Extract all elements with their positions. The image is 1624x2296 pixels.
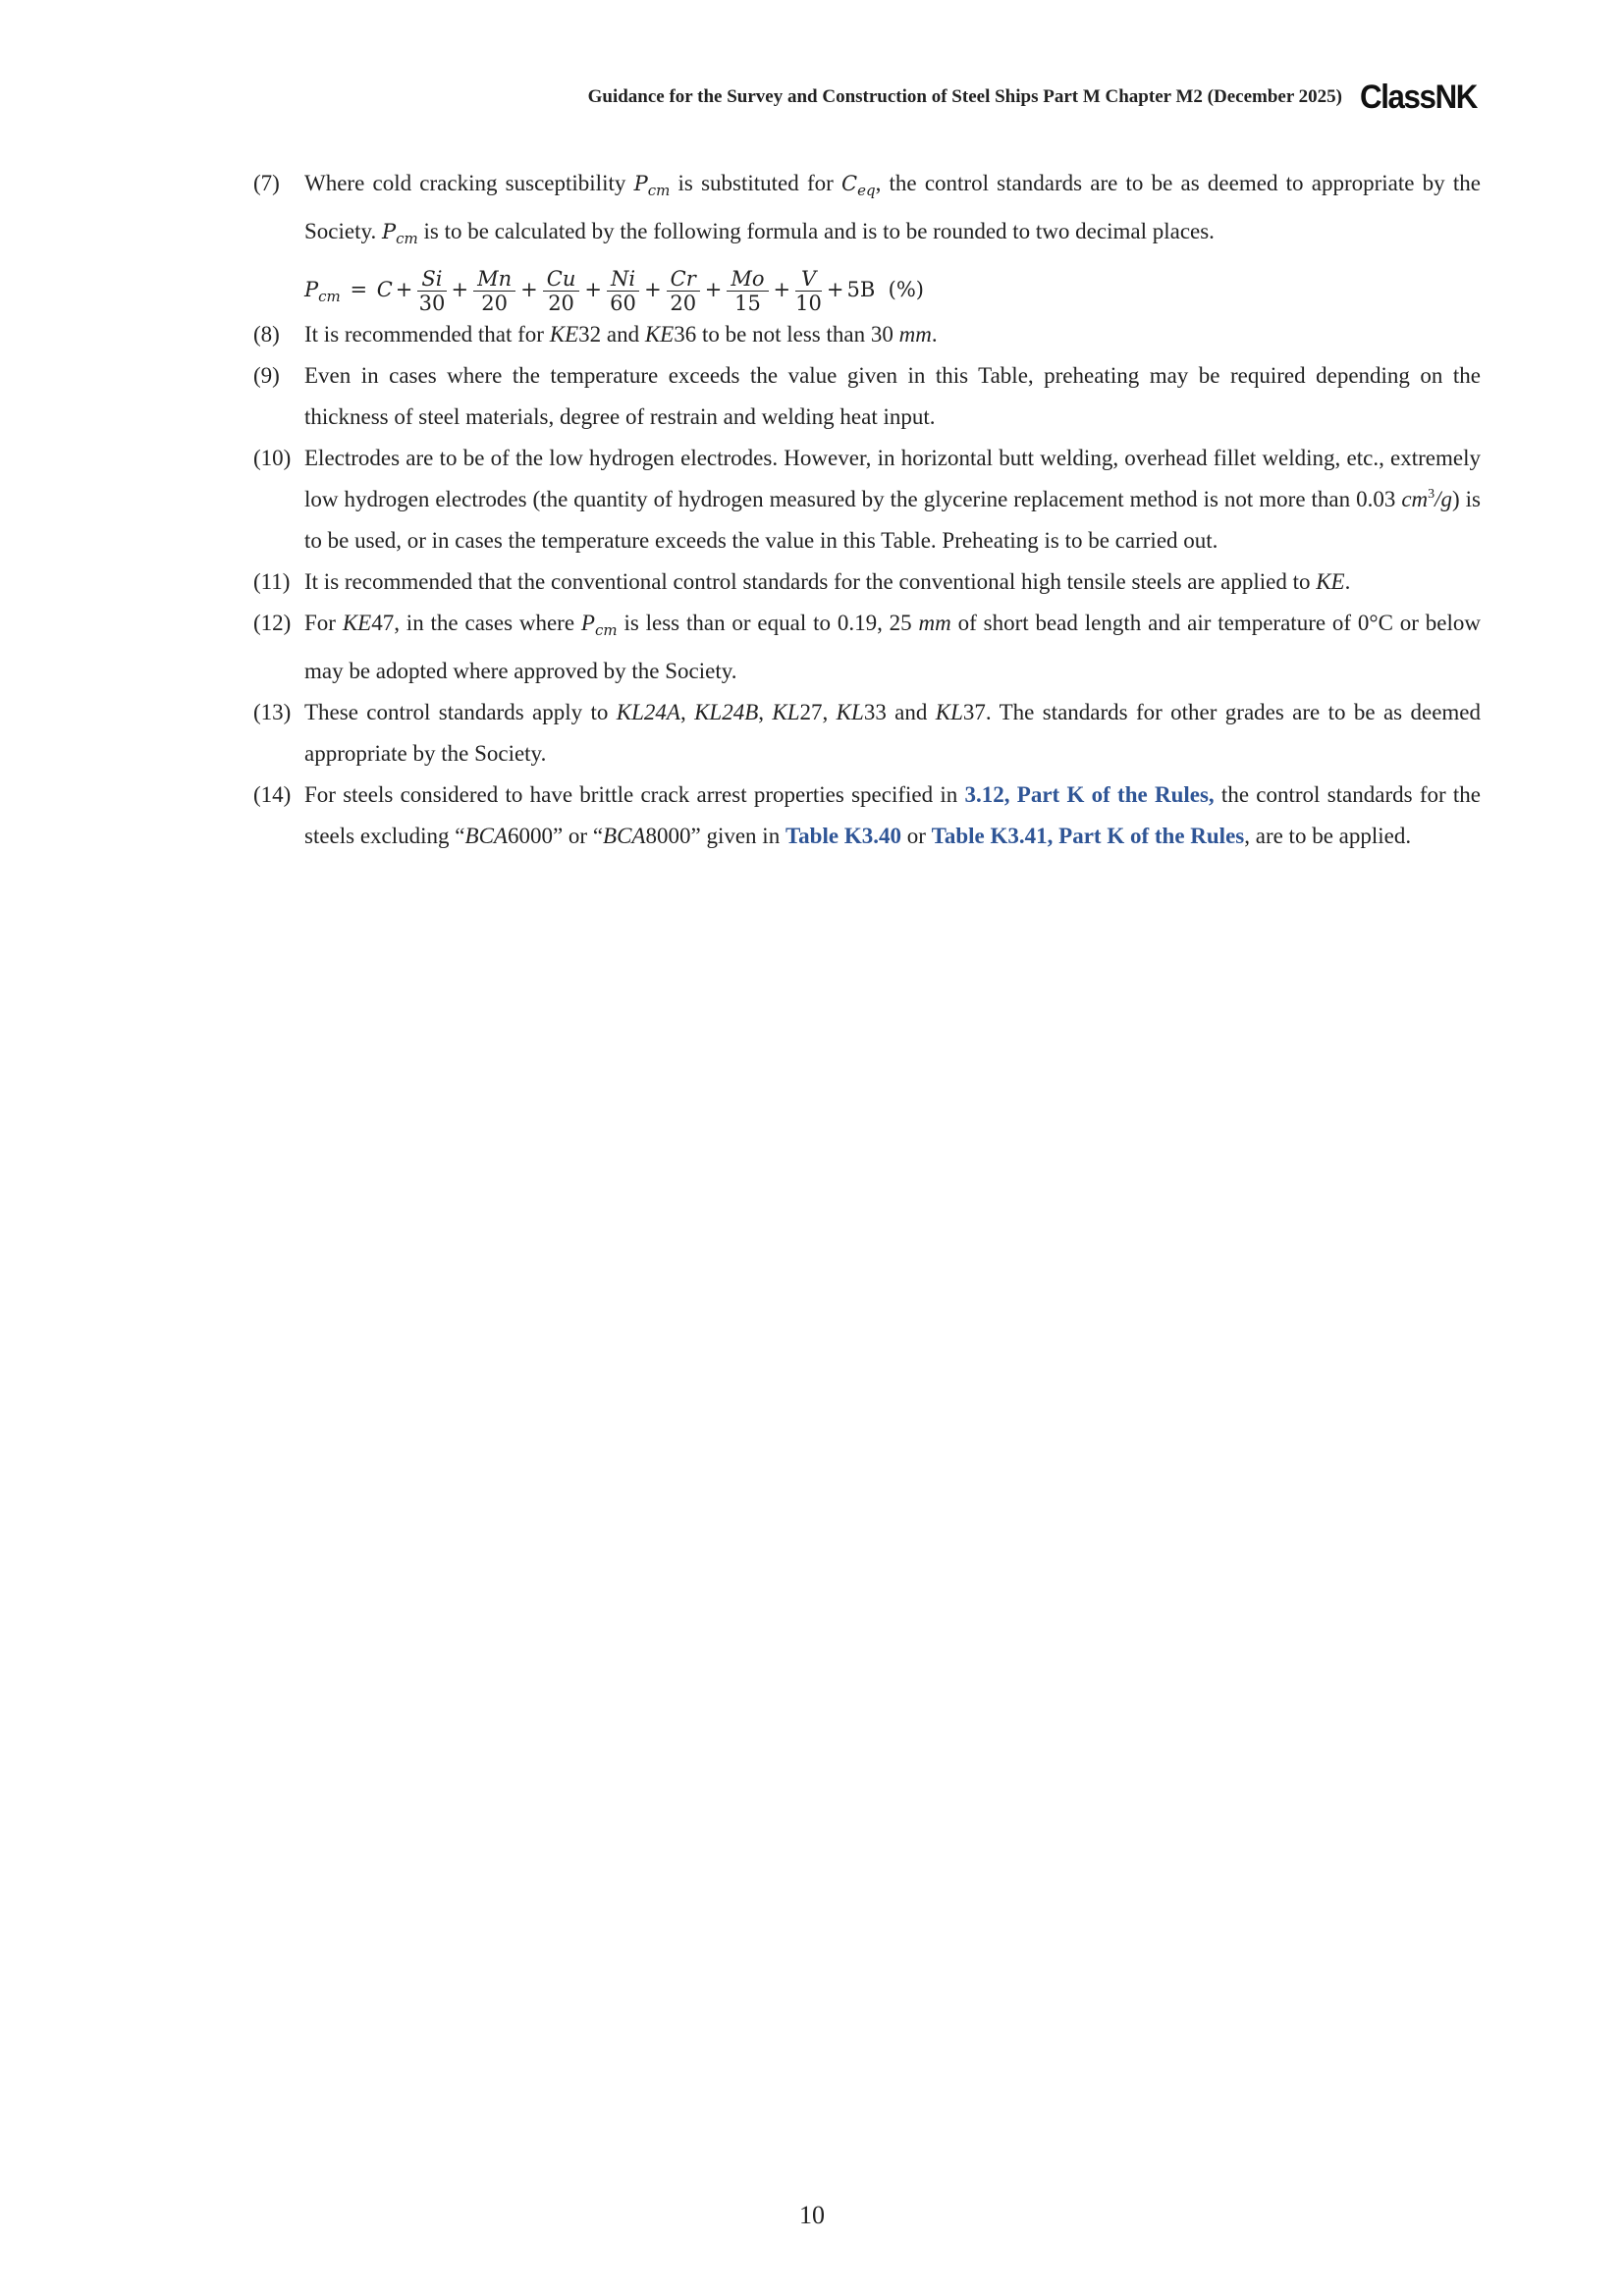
fraction-ni: $\frac{Ni}{60}$: [607, 267, 639, 315]
document-title: Guidance for the Survey and Construction of Steel Ships Part M Chapter M2 (December 2025): [587, 86, 1342, 107]
link-table-k3-40[interactable]: Table K3.40: [785, 824, 901, 848]
fraction-mo: $\frac{Mo}{15}$: [727, 267, 768, 315]
note-10: (10) Electrodes are to be of the low hydrogen electrodes. However, in horizontal butt welding, overhead fillet welding, etc., extremely low hydrogen electrodes (the quantity of hydrogen measured by the glycerine replacement method is not more than 0.03 $cm^3/g$) is to be used, or in cases the temperature exceeds the value in this Table. Preheating is to be carried out.: [253, 438, 1481, 561]
pcm-symbol: $P_{cm}$: [633, 172, 671, 199]
note-7: (7) Where cold cracking susceptibility $P_{cm}$ is substituted for $C_{eq}$, the control standards are to be as deemed to appropriate by the Society. $P_{cm}$ is to be calculated by the following formula and is to be rounded to two decimal places.: [253, 163, 1481, 259]
note-number: (9): [253, 363, 280, 388]
pcm-formula: $P_{cm} = C$ + $\frac{Si}{30}$ + $\frac{Mn}{20}$ + $\frac{Cu}{20}$ + $\frac{Ni}{60}$ + $\frac{Cr}{20}$ + $\frac{Mo}{15}$ + $\frac{V}{10}$ + 5B (%): [304, 267, 924, 315]
note-9: (9) Even in cases where the temperature exceeds the value given in this Table, preheating may be required depending on the thickness of steel materials, degree of restrain and welding heat input.: [253, 355, 1481, 438]
notes-body: [253, 163, 1481, 857]
page-number: 10: [799, 2201, 825, 2229]
ceq-symbol: $C_{eq}$: [841, 172, 876, 199]
note-11: (11) It is recommended that the conventional control standards for the conventional high tensile steels are applied to KE.: [253, 561, 1481, 603]
fraction-cr: $\frac{Cr}{20}$: [667, 267, 700, 315]
note-number: (8): [253, 322, 280, 347]
page-header: [0, 79, 1624, 118]
fraction-cu: $\frac{Cu}{20}$: [543, 267, 580, 315]
note-number: (10): [253, 446, 292, 470]
classnk-logo: ClassNK: [1360, 79, 1477, 116]
note-number: (11): [253, 569, 291, 594]
note-number: (14): [253, 782, 292, 807]
note-number: (13): [253, 700, 292, 724]
fraction-v: $\frac{V}{10}$: [795, 267, 822, 315]
note-8: (8) It is recommended that for KE32 and KE36 to be not less than 30 mm.: [253, 314, 1481, 355]
fraction-si: $\frac{Si}{30}$: [418, 267, 446, 315]
pcm-symbol: $P_{cm}$: [382, 220, 418, 247]
note-number: (7): [253, 171, 280, 195]
note-number: (12): [253, 611, 292, 635]
note-12: (12) For KE47, in the cases where $P_{cm}$ is less than or equal to 0.19, 25 mm of short bead length and air temperature of 0°C or below may be adopted where approved by the Society.: [253, 603, 1481, 692]
note-13: (13) These control standards apply to KL24A, KL24B, KL27, KL33 and KL37. The standards for other grades are to be as deemed appropriate by the Society.: [253, 692, 1481, 774]
link-table-k3-41[interactable]: Table K3.41, Part K of the Rules: [931, 824, 1245, 848]
link-part-k-3-12[interactable]: 3.12, Part K of the Rules,: [964, 782, 1215, 807]
note-14: (14) For steels considered to have brittle crack arrest properties specified in 3.12, Part K of the Rules, the control standards for the steels excluding “BCA6000” or “BCA8000” given in Table K3.40 or Table K3.41, Part K of the Rules, are to be applied.: [253, 774, 1481, 857]
fraction-mn: $\frac{Mn}{20}$: [473, 267, 515, 315]
